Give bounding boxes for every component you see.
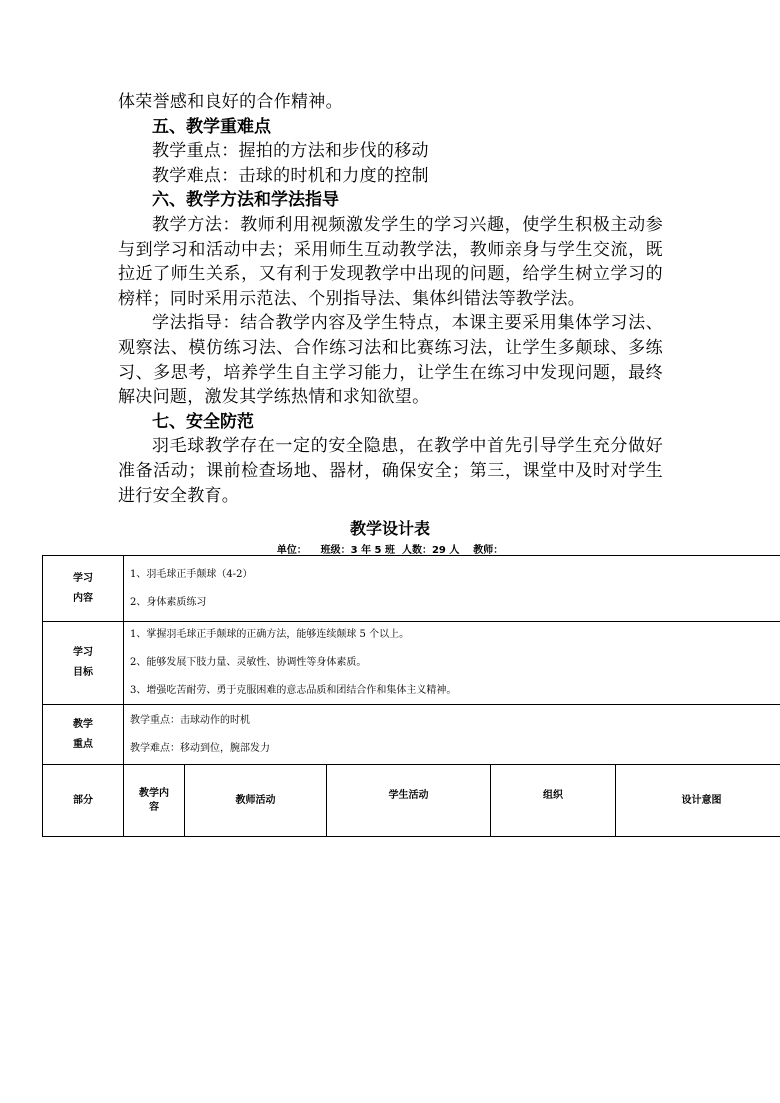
table-row-content (43, 556, 780, 622)
header-organization: 组织 (491, 765, 616, 837)
keypoints-label: 教学 重点 (43, 705, 124, 765)
section6-heading: 六、教学方法和学法指导 (152, 190, 339, 211)
difficult-point: 教学难点：击球的时机和力度的控制 (152, 165, 429, 186)
design-table-title: 教学设计表 (349, 519, 430, 538)
intro-line: 体荣誉感和良好的合作精神。 (118, 92, 343, 112)
design-table (42, 555, 780, 837)
content-label: 学习 内容 (43, 556, 124, 622)
table-row-objectives (43, 622, 780, 705)
header-intent: 设计意图 (616, 765, 780, 837)
design-table-subtitle: 单位： 班级：3 年 5 班 人数：29 人 教师： (276, 545, 504, 556)
header-part: 部分 (43, 765, 124, 837)
learning-guide: 学法指导：结合教学内容及学生特点，本课主要采用集体学习法、观察法、模仿练习法、合作练习法和比赛练习法，让学生多颠球、多练习、多思考，培养学生自主学习能力，让学生在练习中发现问题，最终解决问题，激发其学练热情和求知欲望。 (118, 313, 663, 408)
content-items: 1、羽毛球正手颠球（4-2） 2、身体素质练习 (124, 556, 780, 622)
safety-text: 羽毛球教学存在一定的安全隐患，在教学中首先引导学生充分做好准备活动；课前检查场地、器材，确保安全；第三，课堂中及时对学生进行安全教育。 (118, 436, 663, 506)
teaching-method: 教学方法：教师利用视频激发学生的学习兴趣，使学生积极主动参与到学习和活动中去；采用师生互动教学法，教师亲身与学生交流，既拉近了师生关系，又有利于发现教学中出现的问题，给学生树立学习的榜样；同时采用示范法、个别指导法、集体纠错法等教学法。 (118, 214, 663, 309)
table-row-keypoints (43, 705, 780, 765)
table-header-row (43, 765, 780, 837)
section5-heading: 五、教学重难点 (152, 116, 271, 137)
objectives-items: 1、掌握羽毛球正手颠球的正确方法，能够连续颠球 5 个以上。 2、能够发展下肢力量、灵敏性、协调性等身体素质。 3、增强吃苦耐劳、勇于克服困难的意志品质和团结合作和集体主义精神。 (124, 622, 780, 705)
header-student: 学生活动 (327, 765, 491, 837)
key-point: 教学重点：握拍的方法和步伐的移动 (152, 141, 429, 162)
section7-heading: 七、安全防范 (152, 411, 254, 432)
objectives-label: 学习 目标 (43, 622, 124, 705)
keypoints-items: 教学重点：击球动作的时机 教学难点：移动到位，腕部发力 (124, 705, 780, 765)
lesson-plan-text (118, 90, 663, 508)
header-content: 教学内 容 (124, 765, 185, 837)
header-teacher: 教师活动 (185, 765, 327, 837)
